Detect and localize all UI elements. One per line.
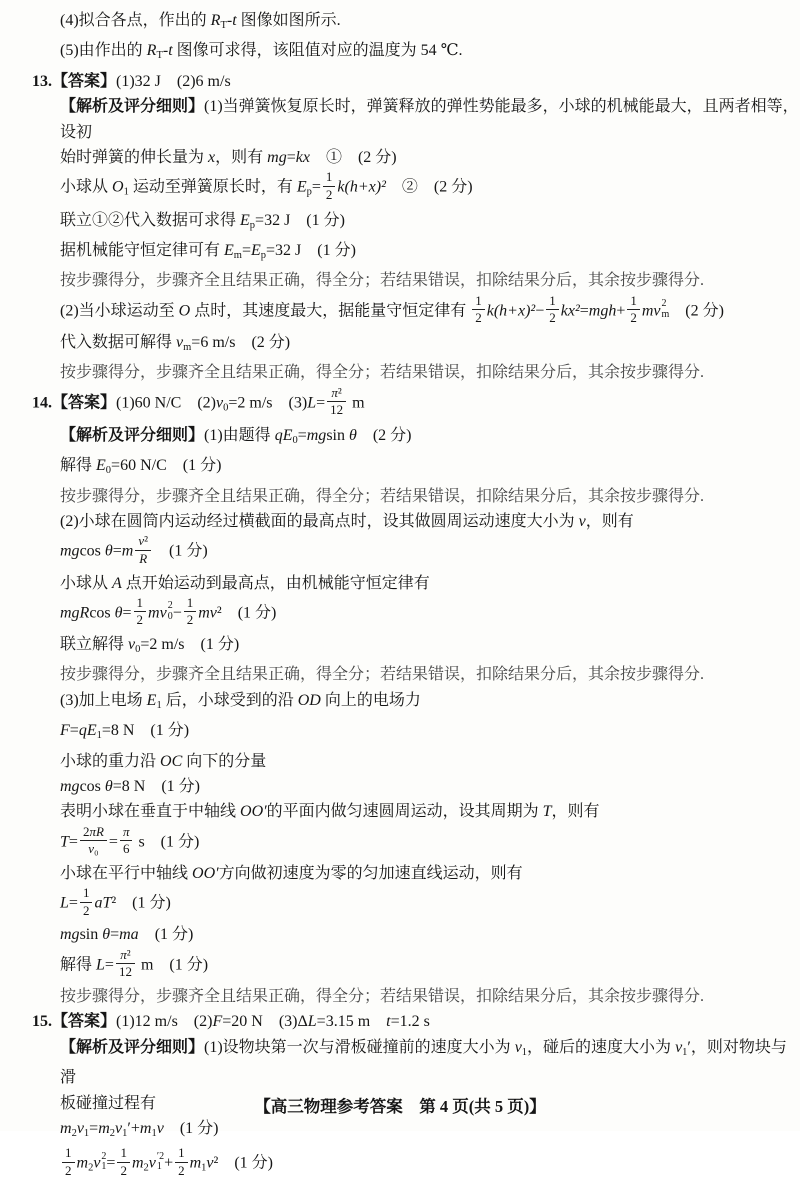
scoring-note: 按步骤得分，步骤齐全且结果正确，得全分；若结果错误，扣除结果分后，其余按步骤得分. [60, 364, 705, 382]
explain-14-line: $F=qE_1=8$ N (1 分) [60, 722, 190, 742]
explain-13-header: 【解析及评分细则】(1)当弹簧恢复原长时，弹簧释放的弹性势能最多，小球的机械能最大，且两者相等，设初 [60, 98, 799, 141]
item-12-part5-line: (5)由作出的 $R_T-t$ 图像可求得，该阻值对应的温度为 54 ℃. [60, 42, 463, 62]
fraction: $\frac{1}{2}$ [117, 1146, 130, 1178]
explain-15-line: $m_2v_1=m_2v_1'+m_1v$ (1 分) [60, 1120, 219, 1139]
fraction: $\frac{2\pi R}{\text{v₀}}$ [80, 825, 107, 857]
fraction: $\frac{1}{2}$ [184, 596, 197, 628]
explain-14-line: L= $\frac{1}{2}$ aT² (1 分) [60, 885, 171, 918]
fraction: $\frac{1}{2}$ [472, 294, 485, 326]
explain-15-line: 板碰撞过程有 [60, 1094, 157, 1112]
explain-14-line: 联立解得 $v_0=2$ m/s (1 分) [60, 636, 240, 656]
fraction: $\frac{1}{2}$ [175, 1146, 188, 1178]
explain-14-line: mgsin θ=ma (1 分) [60, 926, 194, 944]
explain-14-line: mgRcos θ= $\frac{1}{2}$ mv 2 0 − $\frac{1}{2}$ mv² (1 分) [60, 594, 277, 628]
fraction: $\frac{1}{2}$ [134, 596, 147, 628]
explain-14-line: T= $\frac{2\pi R}{\text{v₀}}$ = $\frac{\pi}{6}$ s (1 分) [60, 823, 200, 857]
explain-13-line: 联立①②代入数据可求得 $E_p=32$ J (1 分) [60, 211, 345, 231]
explain-14-line: (3)加上电场 $E_1$ 后，小球受到的沿 OD 向上的电场力 [60, 691, 421, 711]
explain-14-line: mgcos θ=8 N (1 分) [60, 778, 200, 796]
explain-14-line: 小球从 A 点开始运动到最高点，由机械能守恒定律有 [60, 574, 430, 592]
document-body [0, 8, 800, 1184]
explain-13-line: 据机械能守恒定律可有 $E_m=E_p=32$ J (1 分) [60, 241, 356, 261]
fraction: $\frac{\text{v²}}{R}$ [135, 534, 151, 566]
scoring-note: 按步骤得分，步骤齐全且结果正确，得全分；若结果错误，扣除结果分后，其余按步骤得分. [60, 987, 705, 1005]
answer-14: 14.【答案】(1)60 N/C $(2)v_0=2$ m/s (3)L= $\frac{\text{π²}}{12}$ m [32, 384, 365, 418]
explain-14-line: mgcos θ=m $\frac{\text{v²}}{R}$ (1 分) [60, 533, 208, 566]
stacked-script: 2 0 [167, 600, 173, 622]
item-12-part4-line: (4)拟合各点，作出的 $R_T-t$ 图像如图所示. [60, 12, 341, 31]
explain-15-line: $\frac{1}{2}$ $m_2v$ 2 1 = $\frac{1}{2}$ $m_2v$ ′2 1 + $\frac{1}{2}$ $m_1v^2$ (1 分) [0, 1146, 800, 1183]
stacked-script: 2 m [661, 298, 670, 320]
scoring-note: 按步骤得分，步骤齐全且结果正确，得全分；若结果错误，扣除结果分后，其余按步骤得分. [60, 272, 705, 290]
fraction: $\frac{\text{π²}}{12}$ [327, 386, 346, 418]
answer-15: 15.【答案】(1)12 m/s (2)F=20 N (3)ΔL=3.15 m t=1.2 s [32, 1013, 430, 1031]
explain-13-line: 代入数据可解得 $v_m=6$ m/s (2 分) [60, 333, 291, 353]
explain-13-line: 始时弹簧的伸长量为 x，则有 mg=kx ① (2 分) [60, 149, 397, 167]
fraction: $\frac{1}{2}$ [62, 1146, 75, 1178]
explain-14-line: 小球在平行中轴线 OO′方向做初速度为零的匀加速直线运动，则有 [60, 864, 523, 882]
fraction: $\frac{1}{2}$ [627, 294, 640, 326]
explain-14-line: 解得 L= $\frac{\text{π²}}{12}$ m (1 分) [60, 946, 209, 980]
explain-14-line: (2)小球在圆筒内运动经过横截面的最高点时，设其做圆周运动速度大小为 v，则有 [60, 513, 634, 531]
stacked-script: 2 1 [101, 1150, 107, 1173]
fraction: $\frac{\text{π²}}{12}$ [116, 948, 135, 980]
explain-13-line: 小球从 $O_1$ 运动至弹簧原长时，有 $E_p=$ $\frac{1}{2}$ k(h+x)² ② (2 分) [60, 169, 473, 202]
fraction: $\frac{1}{2}$ [80, 886, 93, 918]
fraction: $\frac{1}{2}$ [323, 170, 336, 202]
scoring-note: 按步骤得分，步骤齐全且结果正确，得全分；若结果错误，扣除结果分后，其余按步骤得分. [60, 666, 705, 684]
explain-15-header: 【解析及评分细则】(1)设物块第一次与滑板碰撞前的速度大小为 $v_1$，碰后的速度大小为 $v_1'$，则对物块与滑 [60, 1038, 787, 1087]
explain-14-line: 表明小球在垂直于中轴线 OO′的平面内做匀速圆周运动，设其周期为 T，则有 [60, 803, 600, 821]
explain-13-line: (2)当小球运动至 O 点时，其速度最大，据能量守恒定律有 $\frac{1}{2}$ k(h+x)²− $\frac{1}{2}$ kx²=mgh+ $\frac{1}{2}$ mv 2 m (2 分) [60, 292, 724, 326]
answer-13: 13.【答案】(1)32 J (2)6 m/s [32, 72, 231, 90]
scoring-note: 按步骤得分，步骤齐全且结果正确，得全分；若结果错误，扣除结果分后，其余按步骤得分. [60, 487, 705, 505]
explain-14-header: 【解析及评分细则】(1)由题得 $qE_0=mgsin$ θ (2 分) [60, 426, 412, 446]
page-footer: 【高三物理参考答案 第 4 页(共 5 页)】 [254, 1097, 546, 1116]
explain-14-line: 解得 $E_0=60$ N/C (1 分) [60, 457, 222, 477]
fraction: $\frac{1}{2}$ [546, 294, 559, 326]
explain-14-line: 小球的重力沿 OC 向下的分量 [60, 752, 267, 770]
fraction: $\frac{\pi}{6}$ [120, 825, 133, 857]
stacked-script: ′2 1 [156, 1150, 165, 1173]
